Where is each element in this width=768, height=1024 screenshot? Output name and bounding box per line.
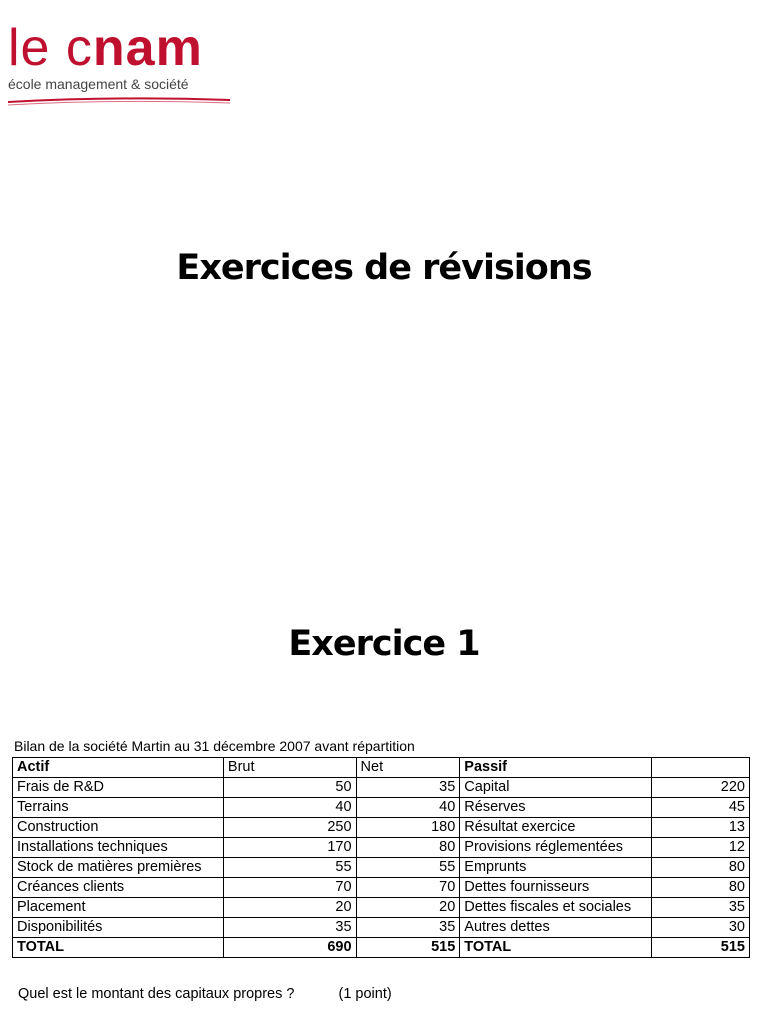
page-title: Exercices de révisions [176, 248, 592, 288]
table-cell: 50 [223, 778, 356, 798]
table-cell: Placement [13, 898, 224, 918]
table-cell: Créances clients [13, 878, 224, 898]
table-row [13, 918, 750, 938]
table-row [13, 838, 750, 858]
table-cell: Terrains [13, 798, 224, 818]
table-cell: 70 [356, 878, 460, 898]
table-cell: TOTAL [13, 938, 224, 958]
table-cell: Stock de matières premières [13, 858, 224, 878]
table-header-cell: Net [356, 758, 460, 778]
table-cell: Provisions réglementées [460, 838, 652, 858]
cnam-logo [8, 18, 238, 108]
table-cell: 80 [652, 878, 750, 898]
table-cell: Dettes fournisseurs [460, 878, 652, 898]
table-cell: Disponibilités [13, 918, 224, 938]
table-cell: 515 [652, 938, 750, 958]
table-cell: Emprunts [460, 858, 652, 878]
table-cell: 35 [652, 898, 750, 918]
table-total-row [13, 938, 750, 958]
table-cell: 515 [356, 938, 460, 958]
table-cell: TOTAL [460, 938, 652, 958]
table-header-cell: Actif [13, 758, 224, 778]
table-cell: 170 [223, 838, 356, 858]
table-cell: Autres dettes [460, 918, 652, 938]
logo-tagline: école management & société [8, 76, 189, 92]
table-cell: 690 [223, 938, 356, 958]
table-cell: Capital [460, 778, 652, 798]
question [18, 986, 392, 1002]
table-cell: Construction [13, 818, 224, 838]
question-text: Quel est le montant des capitaux propres ? [18, 986, 295, 1002]
logo-suffix: nam [92, 19, 203, 77]
table-cell: Frais de R&D [13, 778, 224, 798]
table-row [13, 878, 750, 898]
table-cell: Dettes fiscales et sociales [460, 898, 652, 918]
balance-sheet-table [12, 757, 750, 958]
table-cell: 40 [223, 798, 356, 818]
table-cell: 220 [652, 778, 750, 798]
table-header-row [13, 758, 750, 778]
table-cell: 35 [356, 778, 460, 798]
table-cell: 55 [356, 858, 460, 878]
table-header-cell: Passif [460, 758, 652, 778]
table-row [13, 778, 750, 798]
table-cell: 20 [223, 898, 356, 918]
table-row [13, 898, 750, 918]
table-cell: 45 [652, 798, 750, 818]
table-cell: 180 [356, 818, 460, 838]
table-cell: 13 [652, 818, 750, 838]
table-cell: 80 [356, 838, 460, 858]
table-cell: 55 [223, 858, 356, 878]
table-cell: 12 [652, 838, 750, 858]
table-row [13, 818, 750, 838]
table-cell: 35 [356, 918, 460, 938]
logo-prefix: le c [8, 19, 93, 77]
table-cell: 20 [356, 898, 460, 918]
table-caption: Bilan de la société Martin au 31 décembre 2007 avant répartition [14, 738, 415, 754]
table-row [13, 798, 750, 818]
question-points: (1 point) [338, 986, 392, 1002]
table-cell: Installations techniques [13, 838, 224, 858]
exercise-title: Exercice 1 [288, 624, 480, 664]
table-cell: 35 [223, 918, 356, 938]
table-cell: Réserves [460, 798, 652, 818]
table-header-cell [652, 758, 750, 778]
table-cell: 70 [223, 878, 356, 898]
table-row [13, 858, 750, 878]
logo-swoosh-icon [8, 94, 233, 108]
table-cell: 250 [223, 818, 356, 838]
table-header-cell: Brut [223, 758, 356, 778]
table-cell: 30 [652, 918, 750, 938]
table-cell: 40 [356, 798, 460, 818]
logo-wordmark [8, 18, 203, 78]
table-cell: 80 [652, 858, 750, 878]
table-cell: Résultat exercice [460, 818, 652, 838]
